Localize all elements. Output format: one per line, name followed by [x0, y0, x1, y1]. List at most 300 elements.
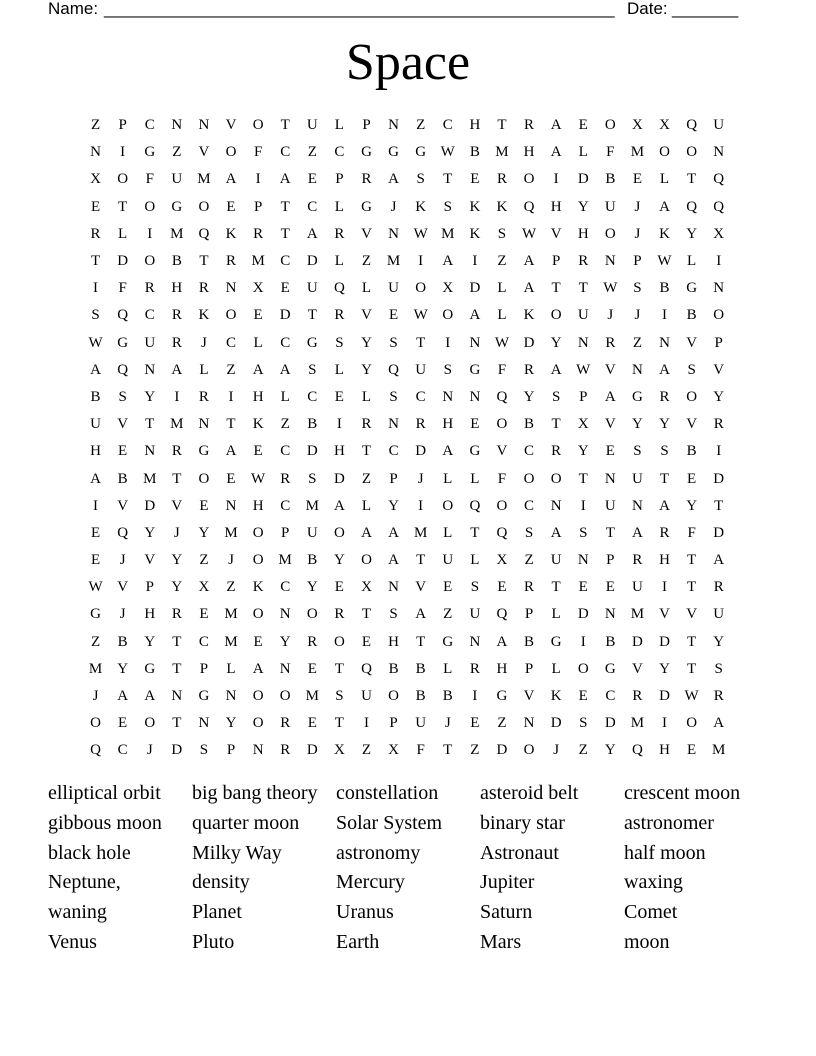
- grid-letter: O: [252, 688, 264, 705]
- grid-letter: Y: [171, 579, 183, 596]
- grid-letter: A: [604, 388, 616, 405]
- grid-letter: T: [443, 742, 453, 759]
- grid-letter: N: [198, 715, 210, 732]
- grid-letter: W: [494, 334, 510, 351]
- grid-letter: E: [90, 198, 101, 215]
- grid-letter: B: [469, 144, 480, 161]
- grid-letter: N: [388, 225, 399, 242]
- grid-letter: G: [117, 334, 129, 351]
- grid-letter: D: [469, 280, 481, 297]
- grid-letter: Q: [388, 361, 399, 378]
- grid-letter: S: [443, 361, 452, 378]
- grid-letter: E: [388, 307, 399, 324]
- grid-letter: H: [90, 443, 101, 460]
- grid-letter: Z: [226, 361, 236, 378]
- grid-letter: O: [550, 307, 562, 324]
- grid-letter: V: [496, 443, 508, 460]
- grid-letter: H: [659, 742, 670, 759]
- grid-letter: Y: [550, 334, 562, 351]
- grid-letter: A: [550, 524, 562, 541]
- grid-letter: Z: [361, 470, 372, 487]
- grid-letter: P: [606, 552, 615, 569]
- grid-letter: S: [551, 388, 561, 405]
- grid-letter: Q: [713, 198, 725, 215]
- grid-letter: N: [577, 552, 589, 569]
- grid-letter: E: [253, 443, 263, 460]
- grid-letter: H: [577, 225, 589, 242]
- grid-letter: Y: [604, 742, 616, 759]
- grid-letter: U: [171, 171, 183, 188]
- name-blank-line[interactable]: ______________________________________________________: [104, 0, 615, 18]
- grid-letter: Z: [226, 579, 236, 596]
- grid-letter: U: [442, 552, 454, 569]
- grid-letter: T: [416, 633, 426, 650]
- grid-letter: J: [390, 198, 397, 215]
- word-search-grid: [82, 112, 732, 765]
- grid-letter: A: [279, 171, 291, 188]
- grid-letter: W: [88, 334, 103, 351]
- grid-letter: Q: [496, 388, 508, 405]
- grid-row: [82, 465, 732, 492]
- word-list-item: Mars: [480, 930, 522, 953]
- grid-letter: L: [118, 225, 128, 242]
- grid-letter: A: [117, 688, 129, 705]
- grid-letter: T: [416, 552, 426, 569]
- grid-letter: N: [604, 253, 616, 270]
- grid-letter: O: [306, 606, 318, 623]
- grid-letter: Q: [686, 198, 698, 215]
- word-list-item: astronomer: [624, 811, 714, 834]
- grid-letter: O: [523, 171, 535, 188]
- grid-letter: P: [145, 579, 154, 596]
- grid-letter: E: [605, 579, 615, 596]
- grid-letter: A: [496, 633, 508, 650]
- grid-letter: W: [521, 225, 537, 242]
- grid-letter: T: [687, 552, 697, 569]
- grid-letter: A: [469, 307, 481, 324]
- grid-letter: X: [713, 225, 725, 242]
- grid-letter: S: [416, 171, 425, 188]
- grid-letter: J: [553, 742, 560, 759]
- grid-letter: J: [173, 524, 180, 541]
- grid-row: [82, 656, 732, 683]
- grid-letter: X: [333, 742, 345, 759]
- grid-letter: J: [444, 715, 451, 732]
- grid-letter: T: [551, 416, 561, 433]
- grid-letter: V: [361, 307, 372, 324]
- word-list-item: Neptune,: [48, 871, 121, 894]
- grid-letter: C: [226, 334, 237, 351]
- grid-letter: N: [279, 660, 291, 677]
- grid-letter: N: [144, 361, 156, 378]
- grid-letter: O: [577, 660, 589, 677]
- grid-row: [82, 520, 732, 547]
- grid-letter: E: [470, 416, 480, 433]
- grid-letter: U: [415, 361, 427, 378]
- grid-letter: Y: [144, 633, 156, 650]
- grid-letter: O: [252, 552, 264, 569]
- grid-letter: D: [306, 253, 318, 270]
- grid-letter: D: [144, 497, 156, 514]
- word-list-item: constellation: [336, 782, 439, 804]
- grid-letter: W: [88, 579, 103, 596]
- grid-letter: B: [415, 660, 426, 677]
- grid-letter: M: [495, 144, 509, 161]
- grid-letter: L: [253, 334, 263, 351]
- grid-letter: X: [198, 579, 210, 596]
- grid-letter: Q: [117, 524, 129, 541]
- grid-letter: H: [144, 606, 156, 623]
- grid-letter: Q: [686, 117, 698, 134]
- grid-letter: Y: [171, 552, 183, 569]
- grid-letter: Q: [496, 606, 508, 623]
- grid-letter: O: [496, 416, 508, 433]
- grid-letter: X: [659, 117, 670, 134]
- grid-letter: N: [604, 606, 616, 623]
- grid-letter: N: [388, 579, 399, 596]
- grid-letter: M: [441, 225, 455, 242]
- grid-letter: P: [579, 388, 588, 405]
- grid-letter: I: [418, 253, 424, 270]
- grid-letter: Y: [361, 334, 372, 351]
- grid-letter: R: [659, 524, 670, 541]
- grid-letter: O: [604, 117, 616, 134]
- word-list-item: waxing: [624, 871, 683, 894]
- grid-letter: V: [225, 117, 237, 134]
- grid-letter: E: [578, 117, 588, 134]
- grid-row: [82, 438, 732, 465]
- grid-letter: I: [228, 388, 234, 405]
- grid-letter: D: [577, 606, 589, 623]
- grid-letter: O: [686, 715, 698, 732]
- grid-letter: B: [524, 633, 535, 650]
- grid-letter: D: [713, 524, 725, 541]
- grid-letter: T: [280, 117, 290, 134]
- grid-letter: A: [659, 198, 670, 215]
- grid-letter: S: [633, 443, 642, 460]
- grid-letter: F: [145, 171, 154, 188]
- grid-letter: E: [307, 171, 317, 188]
- grid-letter: K: [523, 307, 535, 324]
- grid-letter: G: [469, 443, 481, 460]
- grid-letter: Z: [524, 552, 534, 569]
- grid-letter: V: [632, 660, 643, 677]
- grid-letter: M: [88, 660, 103, 677]
- grid-letter: O: [225, 144, 237, 161]
- grid-letter: J: [119, 606, 126, 623]
- grid-letter: A: [550, 117, 562, 134]
- grid-letter: P: [551, 253, 561, 270]
- date-blank-line[interactable]: _______: [672, 0, 739, 18]
- grid-letter: E: [118, 715, 128, 732]
- grid-letter: U: [713, 117, 725, 134]
- grid-letter: T: [280, 225, 290, 242]
- grid-letter: O: [225, 307, 237, 324]
- grid-letter: S: [660, 443, 669, 460]
- grid-letter: E: [253, 307, 263, 324]
- grid-letter: T: [497, 117, 507, 134]
- grid-letter: I: [120, 144, 126, 161]
- grid-letter: M: [305, 688, 319, 705]
- grid-letter: V: [686, 334, 698, 351]
- grid-letter: A: [550, 361, 562, 378]
- grid-letter: E: [443, 579, 453, 596]
- grid-letter: D: [279, 307, 291, 324]
- grid-letter: V: [198, 144, 210, 161]
- grid-row: [82, 194, 732, 221]
- grid-letter: R: [198, 388, 209, 405]
- grid-letter: O: [279, 688, 291, 705]
- grid-letter: A: [550, 144, 562, 161]
- grid-letter: A: [415, 606, 427, 623]
- grid-letter: N: [577, 334, 589, 351]
- grid-letter: I: [716, 443, 722, 460]
- word-list-item: Venus: [48, 930, 97, 953]
- grid-letter: Z: [307, 144, 317, 161]
- grid-letter: U: [388, 280, 399, 297]
- grid-letter: C: [280, 443, 291, 460]
- grid-letter: O: [144, 253, 156, 270]
- grid-letter: N: [632, 497, 643, 514]
- grid-letter: Y: [388, 497, 399, 514]
- grid-letter: R: [551, 443, 562, 460]
- page-title: Space: [345, 34, 471, 91]
- grid-row: [82, 275, 732, 302]
- grid-letter: E: [307, 715, 317, 732]
- grid-letter: O: [550, 470, 562, 487]
- grid-letter: T: [118, 198, 128, 215]
- grid-letter: W: [440, 144, 455, 161]
- grid-letter: G: [442, 633, 454, 650]
- grid-letter: I: [174, 388, 180, 405]
- grid-letter: I: [255, 171, 261, 188]
- grid-letter: U: [306, 117, 318, 134]
- word-list-item: half moon: [624, 841, 706, 864]
- grid-letter: Q: [469, 497, 481, 514]
- grid-letter: M: [197, 171, 211, 188]
- grid-row: [82, 411, 732, 438]
- grid-letter: Z: [361, 253, 372, 270]
- grid-letter: M: [224, 633, 238, 650]
- grid-letter: E: [605, 443, 615, 460]
- word-list-item: asteroid belt: [480, 782, 579, 804]
- grid-letter: S: [633, 280, 642, 297]
- grid-letter: P: [253, 198, 263, 215]
- grid-letter: O: [333, 524, 345, 541]
- grid-letter: E: [280, 280, 290, 297]
- grid-letter: B: [605, 171, 616, 188]
- grid-letter: V: [117, 416, 129, 433]
- grid-letter: N: [144, 443, 156, 460]
- grid-letter: Z: [632, 334, 642, 351]
- grid-letter: D: [577, 171, 589, 188]
- grid-letter: N: [388, 117, 399, 134]
- grid-letter: S: [714, 660, 723, 677]
- grid-letter: G: [388, 144, 399, 161]
- grid-letter: A: [388, 171, 399, 188]
- grid-letter: K: [469, 198, 481, 215]
- word-list-item: Comet: [624, 901, 678, 924]
- grid-letter: G: [171, 198, 183, 215]
- grid-letter: Y: [361, 361, 372, 378]
- grid-letter: L: [470, 552, 480, 569]
- grid-letter: L: [334, 117, 344, 134]
- word-list-item: gibbous moon: [48, 811, 162, 834]
- grid-letter: U: [361, 688, 372, 705]
- grid-letter: E: [578, 579, 588, 596]
- grid-letter: V: [117, 497, 129, 514]
- grid-letter: P: [389, 470, 398, 487]
- grid-letter: Z: [470, 742, 480, 759]
- grid-letter: E: [687, 470, 697, 487]
- grid-letter: Z: [361, 742, 372, 759]
- grid-letter: R: [144, 280, 155, 297]
- grid-letter: S: [443, 198, 452, 215]
- grid-letter: N: [469, 388, 481, 405]
- grid-letter: R: [280, 470, 291, 487]
- grid-letter: B: [90, 388, 101, 405]
- grid-letter: F: [253, 144, 263, 161]
- grid-letter: M: [630, 144, 645, 161]
- grid-letter: V: [604, 361, 616, 378]
- grid-letter: Y: [686, 225, 698, 242]
- grid-letter: D: [550, 715, 562, 732]
- grid-letter: L: [443, 470, 453, 487]
- date-label: Date:: [627, 0, 668, 18]
- grid-letter: U: [550, 552, 562, 569]
- word-list-item: Uranus: [336, 901, 394, 924]
- grid-letter: T: [145, 416, 155, 433]
- grid-letter: N: [279, 606, 291, 623]
- grid-letter: C: [280, 497, 291, 514]
- grid-letter: K: [415, 198, 427, 215]
- grid-letter: Z: [172, 144, 182, 161]
- grid-letter: C: [388, 443, 399, 460]
- grid-letter: G: [361, 198, 372, 215]
- grid-letter: L: [470, 470, 480, 487]
- grid-letter: R: [524, 579, 535, 596]
- header: [48, 0, 748, 20]
- grid-letter: B: [388, 660, 399, 677]
- grid-row: [82, 112, 732, 139]
- grid-letter: V: [144, 552, 156, 569]
- grid-letter: Z: [578, 742, 588, 759]
- grid-letter: S: [389, 334, 398, 351]
- grid-letter: I: [580, 497, 586, 514]
- grid-letter: Y: [577, 198, 589, 215]
- grid-letter: C: [117, 742, 128, 759]
- grid-letter: C: [442, 117, 453, 134]
- grid-letter: Z: [90, 117, 101, 134]
- grid-letter: E: [226, 470, 236, 487]
- grid-letter: M: [170, 416, 184, 433]
- grid-letter: L: [659, 171, 670, 188]
- grid-letter: B: [524, 416, 535, 433]
- grid-letter: T: [659, 470, 670, 487]
- grid-letter: O: [496, 497, 508, 514]
- grid-letter: Q: [90, 742, 101, 759]
- grid-letter: R: [496, 171, 507, 188]
- grid-letter: U: [306, 524, 318, 541]
- word-list-item: Astronaut: [480, 841, 559, 864]
- grid-letter: U: [469, 606, 481, 623]
- grid-letter: O: [604, 225, 616, 242]
- grid-letter: S: [470, 579, 480, 596]
- grid-letter: Z: [416, 117, 426, 134]
- grid-letter: R: [334, 606, 345, 623]
- grid-letter: P: [362, 117, 371, 134]
- grid-letter: B: [415, 688, 426, 705]
- grid-letter: O: [252, 117, 264, 134]
- grid-letter: Y: [713, 633, 725, 650]
- grid-letter: L: [334, 361, 344, 378]
- grid-letter: W: [657, 253, 672, 270]
- grid-letter: A: [442, 253, 454, 270]
- grid-letter: S: [579, 524, 588, 541]
- grid-row: [82, 493, 732, 520]
- grid-letter: Q: [632, 742, 643, 759]
- grid-letter: N: [659, 334, 670, 351]
- grid-letter: D: [306, 443, 318, 460]
- grid-letter: R: [171, 307, 182, 324]
- grid-letter: S: [118, 388, 127, 405]
- grid-letter: F: [606, 144, 615, 161]
- grid-letter: K: [198, 307, 210, 324]
- grid-letter: U: [144, 334, 156, 351]
- word-list-item: waning: [48, 901, 107, 924]
- grid-letter: E: [470, 171, 480, 188]
- grid-letter: M: [414, 524, 428, 541]
- grid-letter: R: [171, 443, 182, 460]
- grid-letter: S: [497, 225, 507, 242]
- grid-letter: H: [469, 117, 481, 134]
- grid-letter: Z: [497, 715, 507, 732]
- grid-letter: N: [198, 117, 210, 134]
- grid-letter: I: [580, 633, 586, 650]
- grid-letter: A: [90, 361, 101, 378]
- grid-letter: R: [578, 253, 589, 270]
- grid-letter: B: [307, 416, 318, 433]
- grid-letter: O: [686, 388, 698, 405]
- grid-letter: Z: [90, 633, 101, 650]
- grid-letter: O: [90, 715, 101, 732]
- grid-letter: O: [198, 198, 210, 215]
- grid-letter: S: [389, 388, 398, 405]
- grid-letter: R: [713, 688, 724, 705]
- grid-letter: E: [687, 742, 697, 759]
- grid-letter: S: [308, 361, 317, 378]
- grid-letter: K: [252, 579, 264, 596]
- grid-letter: K: [550, 688, 562, 705]
- grid-letter: U: [604, 497, 616, 514]
- grid-letter: A: [144, 688, 156, 705]
- grid-letter: X: [90, 171, 101, 188]
- grid-letter: A: [388, 552, 399, 569]
- word-list-item: astronomy: [336, 841, 421, 864]
- grid-letter: N: [713, 280, 725, 297]
- grid-letter: J: [228, 552, 234, 569]
- grid-letter: A: [225, 171, 237, 188]
- grid-letter: D: [496, 742, 508, 759]
- grid-letter: V: [523, 688, 535, 705]
- word-list-item: Jupiter: [480, 871, 535, 894]
- grid-letter: N: [171, 117, 183, 134]
- grid-letter: R: [361, 171, 372, 188]
- grid-letter: U: [632, 579, 643, 596]
- word-list-item: Milky Way: [192, 841, 282, 864]
- grid-letter: A: [632, 524, 643, 541]
- grid-row: [82, 683, 732, 710]
